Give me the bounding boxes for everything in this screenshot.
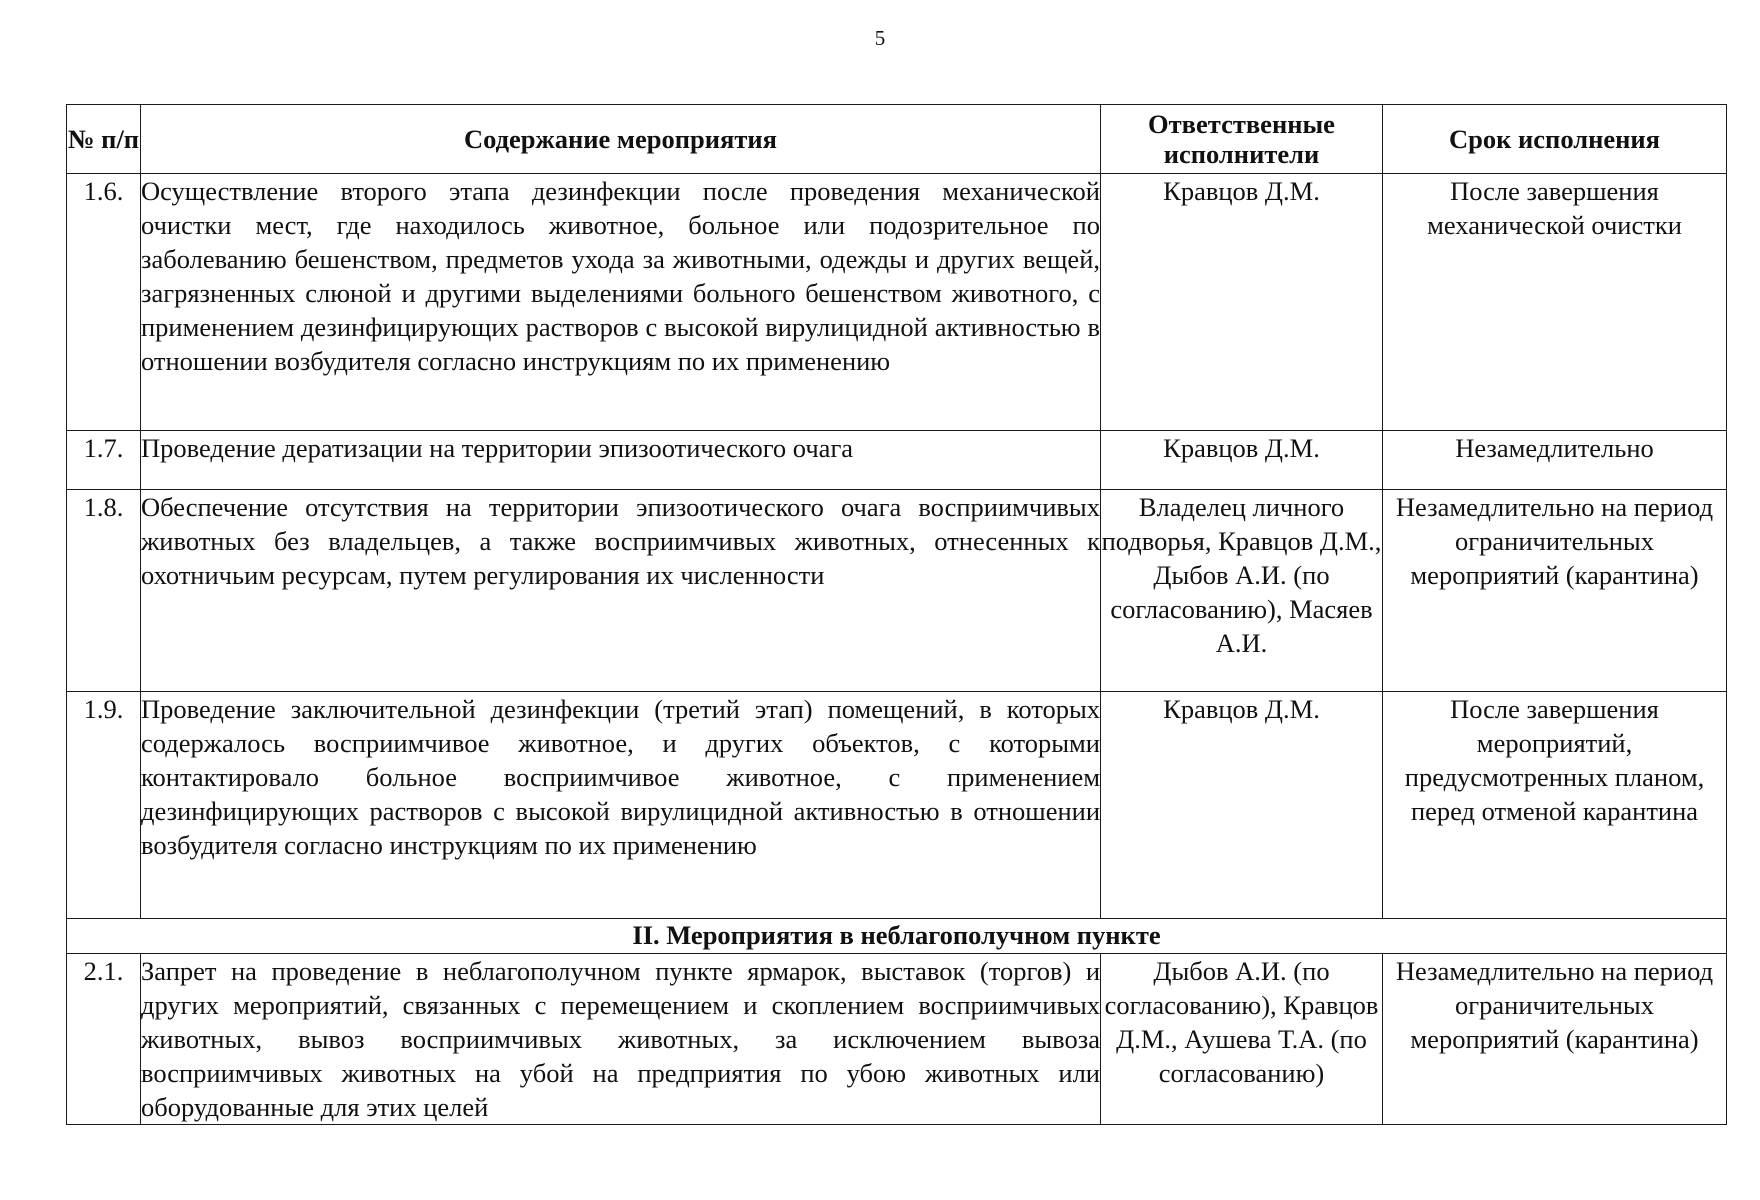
row-term: После завершения механической очистки bbox=[1383, 174, 1727, 431]
table-header-row bbox=[67, 105, 1727, 174]
row-number: 1.8. bbox=[67, 490, 141, 692]
page-number: 5 bbox=[874, 26, 886, 50]
header-term: Срок исполнения bbox=[1383, 105, 1727, 174]
row-responsible: Кравцов Д.М. bbox=[1101, 174, 1383, 431]
row-content: Проведение заключительной дезинфекции (третий этап) помещений, в которых содержалось восприимчивое животное, и других объектов, с которыми контактировало больное восприимчивое животное, с применением дезинфицирующих растворов с высокой вирулицидной активностью в отношении возбудителя согласно инструкциям по их применению bbox=[141, 692, 1101, 919]
row-content: Запрет на проведение в неблагополучном пункте ярмарок, выставок (торгов) и других мероприятий, связанных с перемещением и скоплением восприимчивых животных, вывоз восприимчивых животных, за исключением вывоза восприимчивых животных на убой на предприятия по убою животных или оборудованные для этих целей bbox=[141, 954, 1101, 1125]
table-row bbox=[67, 174, 1727, 431]
row-responsible: Кравцов Д.М. bbox=[1101, 692, 1383, 919]
row-responsible: Владелец личного подворья, Кравцов Д.М., Дыбов А.И. (по согласованию), Масяев А.И. bbox=[1101, 490, 1383, 692]
measures-table bbox=[66, 104, 1727, 1125]
row-number: 1.7. bbox=[67, 431, 141, 490]
table-row bbox=[67, 431, 1727, 490]
section-heading-row bbox=[67, 919, 1727, 954]
row-term: Незамедлительно bbox=[1383, 431, 1727, 490]
header-responsible: Ответственные исполнители bbox=[1101, 105, 1383, 174]
row-content: Проведение дератизации на территории эпизоотического очага bbox=[141, 431, 1101, 490]
row-responsible: Дыбов А.И. (по согласованию), Кравцов Д.М., Аушева Т.А. (по согласованию) bbox=[1101, 954, 1383, 1125]
row-number: 1.6. bbox=[67, 174, 141, 431]
table-row bbox=[67, 954, 1727, 1125]
row-term: Незамедлительно на период ограничительных мероприятий (карантина) bbox=[1383, 954, 1727, 1125]
header-number: № п/п bbox=[67, 105, 141, 174]
row-term: Незамедлительно на период ограничительных мероприятий (карантина) bbox=[1383, 490, 1727, 692]
table-row bbox=[67, 490, 1727, 692]
header-content: Содержание мероприятия bbox=[141, 105, 1101, 174]
row-content: Осуществление второго этапа дезинфекции после проведения механической очистки мест, где находилось животное, больное или подозрительное по заболеванию бешенством, предметов ухода за животными, одежды и других вещей, загрязненных слюной и другими выделениями больного бешенством животного, с применением дезинфицирующих растворов с высокой вирулицидной активностью в отношении возбудителя согласно инструкциям по их применению bbox=[141, 174, 1101, 431]
table-row bbox=[67, 692, 1727, 919]
row-number: 1.9. bbox=[67, 692, 141, 919]
row-number: 2.1. bbox=[67, 954, 141, 1125]
section-title: II. Мероприятия в неблагополучном пункте bbox=[67, 919, 1727, 954]
row-content: Обеспечение отсутствия на территории эпизоотического очага восприимчивых животных без владельцев, а также восприимчивых животных, отнесенных к охотничьим ресурсам, путем регулирования их численности bbox=[141, 490, 1101, 692]
row-term: После завершения мероприятий, предусмотренных планом, перед отменой карантина bbox=[1383, 692, 1727, 919]
row-responsible: Кравцов Д.М. bbox=[1101, 431, 1383, 490]
